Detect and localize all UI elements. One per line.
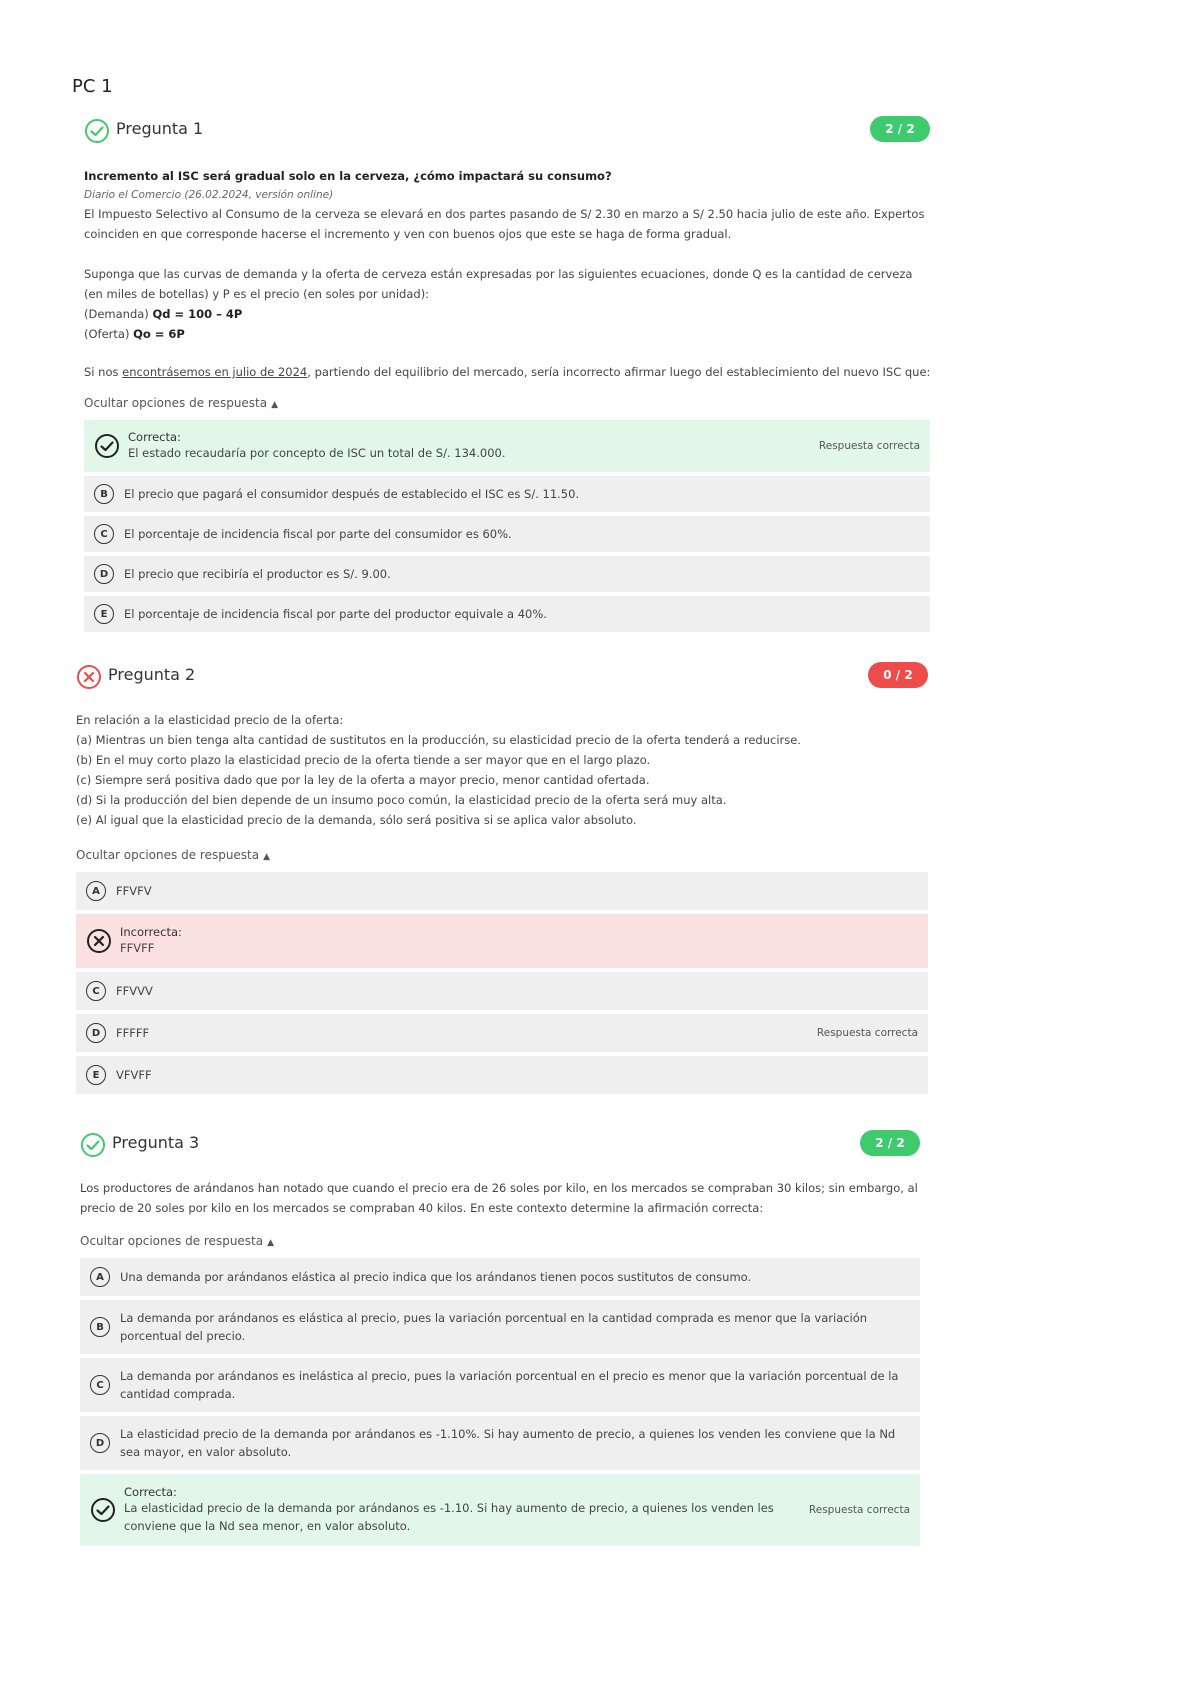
option-e[interactable] bbox=[80, 1474, 920, 1546]
x-circle-icon bbox=[86, 928, 112, 954]
source: Diario el Comercio (26.02.2024, versión online) bbox=[84, 189, 334, 201]
correct-answer-label: Respuesta correcta bbox=[816, 1027, 918, 1039]
score-badge: 2 / 2 bbox=[870, 116, 930, 142]
options-list bbox=[76, 872, 928, 1094]
letter-c-icon: C bbox=[94, 524, 114, 544]
option-text: VFVFF bbox=[116, 1068, 152, 1082]
option-text: La elasticidad precio de la demanda por arándanos es -1.10. Si hay aumento de precio, a quienes los venden les conviene que la Nd sea menor, en valor absoluto. bbox=[124, 1501, 774, 1533]
demand-equation: (Demanda) Qd = 100 – 4P bbox=[84, 307, 243, 321]
letter-e-icon: E bbox=[86, 1065, 106, 1085]
option-b[interactable] bbox=[80, 1300, 920, 1354]
letter-d-icon: D bbox=[90, 1433, 110, 1453]
statement: (d) Si la producción del bien depende de un insumo poco común, la elasticidad precio de la oferta será muy alta. bbox=[76, 793, 727, 807]
intro: Los productores de arándanos han notado que cuando el precio era de 26 soles por kilo, en los mercados se compraban 30 kilos; sin embargo, al precio de 20 soles por kilo en los mercados se compraban 40 kilos. En este contexto determine la afirmación correcta: bbox=[80, 1181, 918, 1215]
paragraph: Suponga que las curvas de demanda y la oferta de cerveza están expresadas por las siguientes ecuaciones, donde Q es la cantidad de cerveza (en miles de botellas) y P es el precio (en soles por unidad): bbox=[84, 267, 913, 301]
option-e[interactable] bbox=[84, 596, 930, 632]
letter-c-icon: C bbox=[90, 1375, 110, 1395]
statement: (a) Mientras un bien tenga alta cantidad de sustitutos en la producción, su elasticidad precio de la oferta tenderá a reducirse. bbox=[76, 733, 801, 747]
option-c[interactable] bbox=[76, 972, 928, 1010]
statement: (b) En el muy corto plazo la elasticidad precio de la oferta tiende a ser mayor que en el largo plazo. bbox=[76, 753, 651, 767]
letter-e-icon: E bbox=[94, 604, 114, 624]
letter-b-icon: B bbox=[90, 1317, 110, 1337]
letter-b-icon: B bbox=[94, 484, 114, 504]
option-text: FFVVV bbox=[116, 984, 153, 998]
option-a[interactable] bbox=[80, 1258, 920, 1296]
hide-options-toggle[interactable]: Ocultar opciones de respuesta ▲ bbox=[80, 1234, 275, 1248]
letter-d-icon: D bbox=[86, 1023, 106, 1043]
correct-answer-label: Respuesta correcta bbox=[818, 440, 920, 452]
hide-options-toggle[interactable]: Ocultar opciones de respuesta ▲ bbox=[84, 396, 279, 410]
question-body bbox=[76, 710, 928, 830]
options-list bbox=[84, 420, 930, 632]
option-d[interactable] bbox=[80, 1416, 920, 1470]
question-prompt: Si nos encontrásemos en julio de 2024, partiendo del equilibrio del mercado, sería incorrecto afirmar luego del establecimiento del nuevo ISC que: bbox=[84, 365, 931, 379]
option-text: FFVFF bbox=[120, 941, 155, 955]
question-title: Pregunta 1 bbox=[116, 119, 204, 138]
intro: En relación a la elasticidad precio de la oferta: bbox=[76, 713, 344, 727]
headline: Incremento al ISC será gradual solo en la cerveza, ¿cómo impactará su consumo? bbox=[84, 169, 612, 183]
question-header bbox=[76, 662, 928, 692]
option-text: La demanda por arándanos es elástica al precio, pues la variación porcentual en la cantidad comprada es menor que la variación porcentual del precio. bbox=[120, 1311, 868, 1343]
option-text: FFFFF bbox=[116, 1026, 150, 1040]
score-badge: 0 / 2 bbox=[868, 662, 928, 688]
chevron-up-icon: ▲ bbox=[267, 1238, 275, 1248]
check-circle-icon bbox=[94, 433, 120, 459]
score-badge: 2 / 2 bbox=[860, 1130, 920, 1156]
question-body bbox=[84, 166, 930, 382]
option-text: FFVFV bbox=[116, 884, 152, 898]
option-c[interactable] bbox=[80, 1358, 920, 1412]
option-text: Una demanda por arándanos elástica al precio indica que los arándanos tienen pocos sustitutos de consumo. bbox=[120, 1270, 752, 1284]
correct-tag: Correcta: bbox=[128, 430, 181, 444]
option-text: El precio que pagará el consumidor después de establecido el ISC es S/. 11.50. bbox=[124, 487, 580, 501]
x-circle-icon bbox=[76, 664, 102, 690]
question-body bbox=[80, 1178, 920, 1218]
letter-a-icon: A bbox=[90, 1267, 110, 1287]
option-b[interactable] bbox=[84, 476, 930, 512]
question-title: Pregunta 3 bbox=[112, 1133, 200, 1152]
paragraph: El Impuesto Selectivo al Consumo de la cerveza se elevará en dos partes pasando de S/ 2.30 en marzo a S/ 2.50 hacia julio de este año. Expertos coinciden en que corresponde hacerse el incremento y ven con buenos ojos que este se haga de forma gradual. bbox=[84, 207, 925, 241]
correct-answer-label: Respuesta correcta bbox=[808, 1504, 910, 1516]
question-3 bbox=[80, 1130, 920, 1550]
question-header bbox=[80, 1130, 920, 1160]
check-circle-icon bbox=[80, 1132, 106, 1158]
hide-options-toggle[interactable]: Ocultar opciones de respuesta ▲ bbox=[76, 848, 271, 862]
option-text: El precio que recibiría el productor es S/. 9.00. bbox=[124, 567, 391, 581]
chevron-up-icon: ▲ bbox=[263, 852, 271, 862]
check-circle-icon bbox=[90, 1497, 116, 1523]
letter-a-icon: A bbox=[86, 881, 106, 901]
option-b[interactable] bbox=[76, 914, 928, 968]
option-text: La elasticidad precio de la demanda por arándanos es -1.10%. Si hay aumento de precio, a quienes los venden les conviene que la Nd sea mayor, en valor absoluto. bbox=[120, 1427, 896, 1459]
question-title: Pregunta 2 bbox=[108, 665, 196, 684]
letter-c-icon: C bbox=[86, 981, 106, 1001]
option-text: El porcentaje de incidencia fiscal por parte del consumidor es 60%. bbox=[124, 527, 512, 541]
statement: (c) Siempre será positiva dado que por la ley de la oferta a mayor precio, menor cantidad ofertada. bbox=[76, 773, 650, 787]
question-2 bbox=[76, 662, 928, 1098]
link[interactable]: encontrásemos en julio de 2024 bbox=[122, 365, 308, 379]
option-text: El porcentaje de incidencia fiscal por parte del productor equivale a 40%. bbox=[124, 607, 547, 621]
option-a[interactable] bbox=[84, 420, 930, 472]
option-c[interactable] bbox=[84, 516, 930, 552]
option-d[interactable] bbox=[76, 1014, 928, 1052]
chevron-up-icon: ▲ bbox=[271, 400, 279, 410]
question-header bbox=[84, 116, 930, 146]
option-text: El estado recaudaría por concepto de ISC un total de S/. 134.000. bbox=[128, 446, 506, 460]
page-title: PC 1 bbox=[72, 76, 113, 97]
incorrect-tag: Incorrecta: bbox=[120, 925, 182, 939]
check-circle-icon bbox=[84, 118, 110, 144]
question-1 bbox=[84, 116, 930, 636]
option-a[interactable] bbox=[76, 872, 928, 910]
correct-tag: Correcta: bbox=[124, 1485, 177, 1499]
option-e[interactable] bbox=[76, 1056, 928, 1094]
supply-equation: (Oferta) Qo = 6P bbox=[84, 327, 185, 341]
option-d[interactable] bbox=[84, 556, 930, 592]
letter-d-icon: D bbox=[94, 564, 114, 584]
options-list bbox=[80, 1258, 920, 1546]
option-text: La demanda por arándanos es inelástica al precio, pues la variación porcentual en el precio es menor que la variación porcentual de la cantidad comprada. bbox=[120, 1369, 899, 1401]
statement: (e) Al igual que la elasticidad precio de la demanda, sólo será positiva si se aplica valor absoluto. bbox=[76, 813, 637, 827]
